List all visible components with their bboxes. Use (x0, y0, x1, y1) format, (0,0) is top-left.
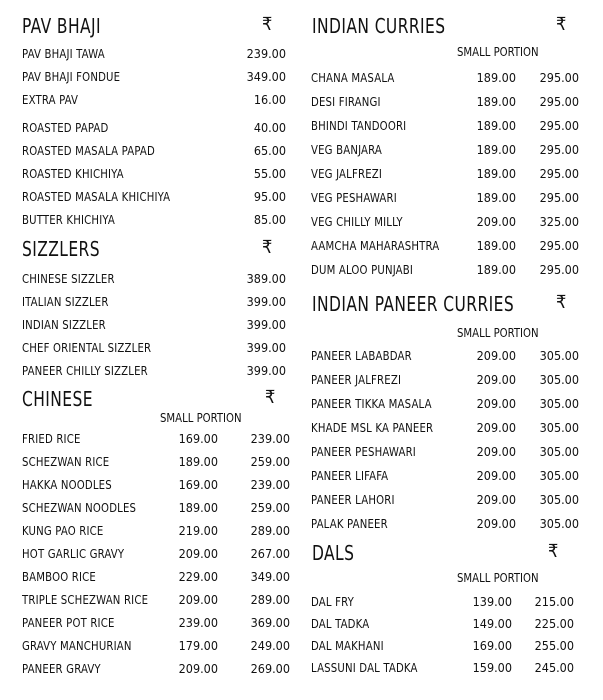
menu-item-name: CHANA MASALA (311, 70, 395, 85)
sizzlers-rupee-icon: ₹ (262, 237, 273, 258)
menu-item-full-price: 245.00 (534, 660, 574, 675)
menu-item-name: PANEER PESHAWARI (311, 444, 416, 459)
menu-item-small-price: 189.00 (476, 70, 516, 85)
menu-item-full-price: 239.00 (250, 431, 290, 446)
menu-item-small-price: 209.00 (476, 348, 516, 363)
menu-item-name: HOT GARLIC GRAVY (22, 546, 125, 561)
menu-item-full-price: 295.00 (539, 70, 579, 85)
menu-item-name: LASSUNI DAL TADKA (311, 660, 418, 675)
menu-item-name: ITALIAN SIZZLER (22, 294, 109, 309)
menu-item-full-price: 305.00 (539, 516, 579, 531)
menu-left-column (0, 0, 300, 700)
menu-right-column (300, 0, 603, 700)
menu-item-name: PAV BHAJI FONDUE (22, 69, 121, 84)
menu-item-small-price: 219.00 (178, 523, 218, 538)
menu-item-name: PALAK PANEER (311, 516, 388, 531)
menu-item-full-price: 215.00 (534, 594, 574, 609)
menu-item-full-price: 295.00 (539, 118, 579, 133)
menu-item-full-price: 295.00 (539, 238, 579, 253)
menu-item-small-price: 209.00 (476, 468, 516, 483)
small-portion-label: SMALL PORTION (457, 325, 539, 340)
menu-item-full-price: 289.00 (250, 523, 290, 538)
menu-item-small-price: 189.00 (476, 118, 516, 133)
menu-item-price: 65.00 (253, 143, 286, 158)
menu-item-name: TRIPLE SCHEZWAN RICE (22, 592, 149, 607)
menu-item-name: PANEER CHILLY SIZZLER (22, 363, 148, 378)
menu-item-name: FRIED RICE (22, 431, 81, 446)
menu-item-full-price: 305.00 (539, 396, 579, 411)
small-portion-label: SMALL PORTION (160, 410, 242, 425)
indian-curries-heading: INDIAN CURRIES (312, 14, 446, 38)
menu-item-name: PANEER POT RICE (22, 615, 115, 630)
menu-item-small-price: 139.00 (472, 594, 512, 609)
menu-item-price: 349.00 (246, 69, 286, 84)
menu-item-small-price: 209.00 (178, 546, 218, 561)
menu-item-price: 399.00 (246, 317, 286, 332)
menu-item-small-price: 209.00 (476, 372, 516, 387)
menu-item-full-price: 349.00 (250, 569, 290, 584)
menu-item-name: AAMCHA MAHARASHTRA (311, 238, 440, 253)
menu-item-name: DAL MAKHANI (311, 638, 384, 653)
menu-item-full-price: 295.00 (539, 262, 579, 277)
menu-item-price: 239.00 (246, 46, 286, 61)
sizzlers-heading: SIZZLERS (22, 237, 101, 261)
menu-item-small-price: 209.00 (178, 661, 218, 676)
menu-item-name: PANEER GRAVY (22, 661, 101, 676)
dals-heading: DALS (312, 541, 355, 565)
menu-item-small-price: 209.00 (476, 444, 516, 459)
menu-item-price: 389.00 (246, 271, 286, 286)
menu-item-full-price: 255.00 (534, 638, 574, 653)
menu-item-small-price: 209.00 (476, 492, 516, 507)
menu-item-name: HAKKA NOODLES (22, 477, 112, 492)
menu-item-name: CHINESE SIZZLER (22, 271, 115, 286)
menu-item-small-price: 189.00 (476, 190, 516, 205)
menu-item-price: 399.00 (246, 294, 286, 309)
menu-item-name: SCHEZWAN NOODLES (22, 500, 137, 515)
menu-item-name: ROASTED MASALA KHICHIYA (22, 189, 171, 204)
menu-item-name: EXTRA PAV (22, 92, 79, 107)
chinese-heading: CHINESE (22, 387, 93, 411)
menu-item-full-price: 325.00 (539, 214, 579, 229)
menu-item-full-price: 249.00 (250, 638, 290, 653)
menu-item-name: ROASTED PAPAD (22, 120, 109, 135)
menu-item-small-price: 169.00 (472, 638, 512, 653)
menu-item-name: DAL FRY (311, 594, 354, 609)
menu-item-small-price: 189.00 (476, 166, 516, 181)
small-portion-label: SMALL PORTION (457, 570, 539, 585)
menu-item-name: VEG CHILLY MILLY (311, 214, 403, 229)
paneer-curries-rupee-icon: ₹ (556, 292, 567, 313)
menu-item-name: PANEER LABABDAR (311, 348, 412, 363)
menu-item-name: KUNG PAO RICE (22, 523, 104, 538)
menu-item-full-price: 305.00 (539, 420, 579, 435)
menu-item-price: 399.00 (246, 363, 286, 378)
menu-item-name: SCHEZWAN RICE (22, 454, 110, 469)
menu-item-small-price: 209.00 (476, 420, 516, 435)
chinese-rupee-icon: ₹ (265, 387, 276, 408)
menu-item-small-price: 169.00 (178, 431, 218, 446)
menu-item-name: VEG JALFREZI (311, 166, 383, 181)
menu-item-small-price: 209.00 (476, 516, 516, 531)
pav-bhaji-rupee-icon: ₹ (262, 14, 273, 35)
menu-item-name: BHINDI TANDOORI (311, 118, 407, 133)
menu-item-full-price: 295.00 (539, 142, 579, 157)
menu-item-small-price: 189.00 (476, 238, 516, 253)
menu-item-price: 40.00 (253, 120, 286, 135)
menu-item-full-price: 305.00 (539, 468, 579, 483)
paneer-curries-heading: INDIAN PANEER CURRIES (312, 292, 515, 316)
menu-item-full-price: 267.00 (250, 546, 290, 561)
menu-item-small-price: 159.00 (472, 660, 512, 675)
menu-item-name: BUTTER KHICHIYA (22, 212, 115, 227)
menu-item-small-price: 209.00 (476, 396, 516, 411)
menu-item-name: KHADE MSL KA PANEER (311, 420, 434, 435)
menu-item-small-price: 149.00 (472, 616, 512, 631)
menu-item-full-price: 295.00 (539, 190, 579, 205)
menu-item-full-price: 269.00 (250, 661, 290, 676)
menu-item-full-price: 295.00 (539, 94, 579, 109)
menu-item-name: PANEER JALFREZI (311, 372, 402, 387)
menu-item-small-price: 189.00 (476, 94, 516, 109)
menu-item-small-price: 209.00 (476, 214, 516, 229)
menu-item-name: DUM ALOO PUNJABI (311, 262, 414, 277)
small-portion-label: SMALL PORTION (457, 44, 539, 59)
menu-item-small-price: 229.00 (178, 569, 218, 584)
menu-item-name: PANEER TIKKA MASALA (311, 396, 432, 411)
menu-item-name: ROASTED KHICHIYA (22, 166, 124, 181)
menu-item-full-price: 369.00 (250, 615, 290, 630)
menu-item-name: PANEER LAHORI (311, 492, 395, 507)
menu-item-full-price: 289.00 (250, 592, 290, 607)
menu-item-name: ROASTED MASALA PAPAD (22, 143, 155, 158)
menu-item-price: 16.00 (253, 92, 286, 107)
pav-bhaji-heading: PAV BHAJI (22, 14, 102, 38)
menu-item-small-price: 189.00 (476, 262, 516, 277)
menu-item-price: 85.00 (253, 212, 286, 227)
menu-item-full-price: 239.00 (250, 477, 290, 492)
menu-item-full-price: 305.00 (539, 492, 579, 507)
menu-item-full-price: 295.00 (539, 166, 579, 181)
menu-item-name: INDIAN SIZZLER (22, 317, 106, 332)
menu-item-full-price: 305.00 (539, 348, 579, 363)
menu-item-small-price: 189.00 (178, 454, 218, 469)
menu-item-small-price: 179.00 (178, 638, 218, 653)
menu-item-full-price: 259.00 (250, 500, 290, 515)
menu-item-small-price: 189.00 (178, 500, 218, 515)
menu-item-price: 95.00 (253, 189, 286, 204)
menu-item-full-price: 305.00 (539, 372, 579, 387)
menu-item-name: GRAVY MANCHURIAN (22, 638, 132, 653)
indian-curries-rupee-icon: ₹ (556, 14, 567, 35)
menu-item-name: VEG BANJARA (311, 142, 383, 157)
menu-item-full-price: 305.00 (539, 444, 579, 459)
menu-item-small-price: 169.00 (178, 477, 218, 492)
menu-item-name: BAMBOO RICE (22, 569, 96, 584)
menu-item-name: DESI FIRANGI (311, 94, 381, 109)
menu-item-small-price: 239.00 (178, 615, 218, 630)
menu-item-name: DAL TADKA (311, 616, 370, 631)
menu-item-small-price: 189.00 (476, 142, 516, 157)
menu-item-price: 399.00 (246, 340, 286, 355)
menu-item-small-price: 209.00 (178, 592, 218, 607)
menu-item-name: VEG PESHAWARI (311, 190, 397, 205)
menu-item-name: CHEF ORIENTAL SIZZLER (22, 340, 152, 355)
menu-item-name: PAV BHAJI TAWA (22, 46, 105, 61)
menu-item-full-price: 259.00 (250, 454, 290, 469)
menu-item-price: 55.00 (253, 166, 286, 181)
menu-item-name: PANEER LIFAFA (311, 468, 389, 483)
menu-item-full-price: 225.00 (534, 616, 574, 631)
dals-rupee-icon: ₹ (548, 541, 559, 562)
